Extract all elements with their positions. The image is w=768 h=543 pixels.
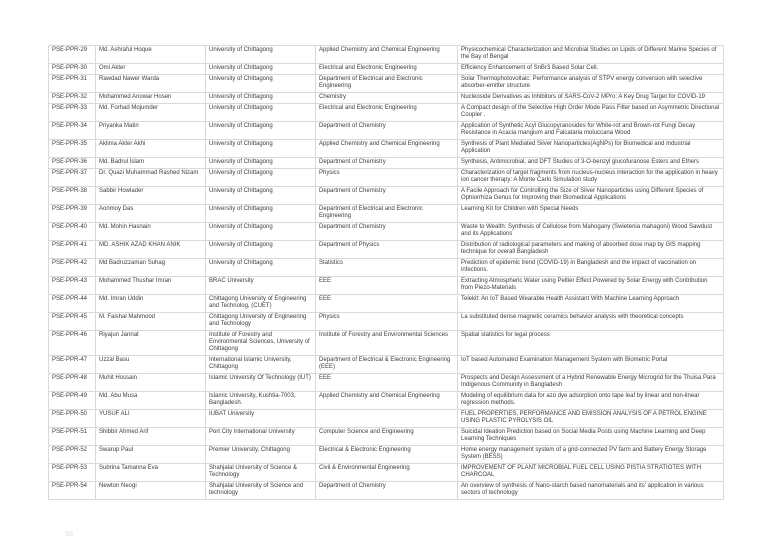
department-cell: Electrical and Electronic Engineering [316,64,458,75]
department-cell [316,410,458,428]
author-name-cell: Muhit Hossain [96,374,206,392]
table-row [49,464,724,482]
paper-id-cell: PSE-PPR-34 [49,122,96,140]
paper-id-cell: PSE-PPR-46 [49,331,96,356]
table-row [49,93,724,104]
paper-title-cell: An overview of synthesis of Nano-starch based nanomaterials and its' application in various sectors of technology [458,482,724,500]
paper-id-cell: PSE-PPR-31 [49,75,96,93]
paper-title-cell: Prospects and Design Assessment of a Hybrid Renewable Energy Microgrid for the Thuisa Para Indigenous Community in Bangladesh [458,374,724,392]
table-row [49,482,724,500]
university-cell: Chittagong University of Engineering and Technology [206,313,316,331]
paper-id-cell: PSE-PPR-32 [49,93,96,104]
author-name-cell: Shibbir Ahmed Arif [96,428,206,446]
paper-id-cell: PSE-PPR-43 [49,277,96,295]
department-cell: Institute of Forestry and Environmental Sciences [316,331,458,356]
table-row [49,356,724,374]
paper-title-cell: Learning Kit for Children with Special Needs [458,205,724,223]
university-cell: University of Chittagong [206,64,316,75]
page-render-artifact [65,531,73,536]
university-cell: Chittagong University of Engineering and Technolog, (CUET) [206,295,316,313]
university-cell: Islamic University, Kushtia-7003, Bangladesh. [206,392,316,410]
paper-id-cell: PSE-PPR-54 [49,482,96,500]
paper-id-cell: PSE-PPR-44 [49,295,96,313]
university-cell: University of Chittagong [206,187,316,205]
paper-title-cell: FUEL PROPERTIES, PERFORMANCE AND EMISSION ANALYSIS OF A PETROL ENGINE USING PLASTIC PYROLYSIS OIL [458,410,724,428]
paper-id-cell: PSE-PPR-42 [49,259,96,277]
paper-title-cell: Extracting Atmospheric Water using Peltier Effect Powered by Solar Energy with Contribution from Piezo-Materials [458,277,724,295]
department-cell: Department of Physics [316,241,458,259]
university-cell: University of Chittagong [206,158,316,169]
department-cell: Department of Electrical and Electronic Engineering [316,75,458,93]
table-row [49,259,724,277]
table-row [49,277,724,295]
author-name-cell: Md Badruzzaman Suhag [96,259,206,277]
paper-title-cell: Modeling of equilibrium data for azo dye adsorption onto tape leaf by linear and non-linear regression methods. [458,392,724,410]
paper-id-cell: PSE-PPR-36 [49,158,96,169]
author-name-cell: Swarup Paul [96,446,206,464]
table-row [49,187,724,205]
paper-id-cell: PSE-PPR-33 [49,104,96,122]
table-row [49,428,724,446]
paper-title-cell: Solar Thermophotovoltaic: Performance analysis of STPV energy conversion with selective absorber-emitter structure [458,75,724,93]
paper-id-cell: PSE-PPR-38 [49,187,96,205]
department-cell: Department of Chemistry [316,122,458,140]
paper-title-cell: Waste to Wealth: Synthesis of Cellulose from Mahogany (Swietenia mahagoni) Wood Sawdust and its Applications [458,223,724,241]
paper-id-cell: PSE-PPR-39 [49,205,96,223]
university-cell: University of Chittagong [206,241,316,259]
university-cell: Shahjalal University of Science & Technology [206,464,316,482]
department-cell: EEE [316,295,458,313]
table-row [49,46,724,64]
table-row [49,374,724,392]
university-cell: Port City International University [206,428,316,446]
table-row [49,75,724,93]
author-name-cell: Uzzal Basu [96,356,206,374]
author-name-cell: Md. Forhad Mojumder [96,104,206,122]
paper-id-cell: PSE-PPR-40 [49,223,96,241]
paper-id-cell: PSE-PPR-35 [49,140,96,158]
department-cell: Applied Chemistry and Chemical Engineering [316,392,458,410]
department-cell: Physics [316,169,458,187]
author-name-cell: Mohammed Thushar Imran [96,277,206,295]
papers-table-body [49,46,724,500]
paper-title-cell: Spatial statistics for legal process [458,331,724,356]
university-cell: Premier University, Chittagong [206,446,316,464]
author-name-cell: Dr. Quazi Muhammad Rashed Nizam [96,169,206,187]
paper-title-cell: Application of Synthetic Acyl Glucopyranosides for White-rot and Brown-rot Fungi Decay Resistance in Acacia mangium and Falcataria moluccana Wood [458,122,724,140]
department-cell: Statistics [316,259,458,277]
department-cell: Electrical & Electronic Engineering [316,446,458,464]
paper-id-cell: PSE-PPR-51 [49,428,96,446]
department-cell: Applied Chemistry and Chemical Engineering [316,46,458,64]
department-cell: Applied Chemistry and Chemical Engineering [316,140,458,158]
paper-id-cell: PSE-PPR-45 [49,313,96,331]
author-name-cell: Md. Mohin Hasnain [96,223,206,241]
university-cell: University of Chittagong [206,259,316,277]
department-cell: Department of Chemistry [316,482,458,500]
university-cell: IUBAT University [206,410,316,428]
table-row [49,410,724,428]
paper-id-cell: PSE-PPR-37 [49,169,96,187]
paper-title-cell: IoT based Automated Examination Management System with Biometric Portal [458,356,724,374]
paper-id-cell: PSE-PPR-49 [49,392,96,410]
author-name-cell: Md. Ashraful Hoque [96,46,206,64]
department-cell: Civil & Environmental Engineering [316,464,458,482]
table-row [49,295,724,313]
paper-title-cell: Telekit: An IoT Based Wearable Health Assistant With Machine Learning Approach [458,295,724,313]
paper-id-cell: PSE-PPR-30 [49,64,96,75]
paper-title-cell: Home energy management system of a grid-connected PV farm and Battery Energy Storage System (BESS) [458,446,724,464]
author-name-cell: Sabbir Howlader [96,187,206,205]
table-row [49,169,724,187]
university-cell: University of Chittagong [206,169,316,187]
department-cell: Physics [316,313,458,331]
department-cell: Department of Electrical and Electronic Engineering [316,205,458,223]
paper-id-cell: PSE-PPR-47 [49,356,96,374]
author-name-cell: Aonmoy Das [96,205,206,223]
paper-title-cell: Characterization of target fragments from nucleus-nucleus interaction for the application in heavy ion cancer therapy: A Monte Carlo Simulation study [458,169,724,187]
table-row [49,104,724,122]
author-name-cell: Md. Imran Uddin [96,295,206,313]
university-cell: Islamic University Of Technology (IUT) [206,374,316,392]
paper-title-cell: Distribution of radiological parameters and making of absorbed dose map by GIS mapping technique for overall Bangladesh [458,241,724,259]
table-row [49,446,724,464]
paper-id-cell: PSE-PPR-52 [49,446,96,464]
department-cell: EEE [316,374,458,392]
table-row [49,64,724,75]
author-name-cell: Newton Neogi [96,482,206,500]
table-row [49,122,724,140]
author-name-cell: MD. ASHIK AZAD KHAN ANIK [96,241,206,259]
table-row [49,331,724,356]
university-cell: University of Chittagong [206,93,316,104]
department-cell: Department of Chemistry [316,158,458,169]
department-cell: Electrical and Electronic Engineering [316,104,458,122]
author-name-cell: Md. Badrul Islam [96,158,206,169]
paper-title-cell: Suicidal Ideation Prediction based on Social Media Posts using Machine Learning and Deep Learning Techniques [458,428,724,446]
department-cell: Department of Chemistry [316,223,458,241]
author-name-cell: Riyajun Jannat [96,331,206,356]
table-row [49,241,724,259]
paper-id-cell: PSE-PPR-41 [49,241,96,259]
department-cell: Computer Science and Engineering [316,428,458,446]
author-name-cell: Mohammed Anowar Hosen [96,93,206,104]
author-name-cell: Priyanka Matin [96,122,206,140]
university-cell: BRAC University [206,277,316,295]
university-cell: University of Chittagong [206,104,316,122]
paper-id-cell: PSE-PPR-53 [49,464,96,482]
author-name-cell: Md. Abu Musa [96,392,206,410]
paper-id-cell: PSE-PPR-50 [49,410,96,428]
table-row [49,392,724,410]
university-cell: University of Chittagong [206,223,316,241]
department-cell: Department of Electrical & Electronic Engineering (EEE) [316,356,458,374]
paper-title-cell: La substituted dense magnetic ceramics behavior analysis with theoretical concepts [458,313,724,331]
university-cell: University of Chittagong [206,75,316,93]
table-row [49,205,724,223]
author-name-cell: Rawdad Nawer Warda [96,75,206,93]
university-cell: Shahjalal University of Science and technology [206,482,316,500]
author-name-cell: YUSUF ALI [96,410,206,428]
paper-id-cell: PSE-PPR-29 [49,46,96,64]
university-cell: International Islamic University, Chittagong [206,356,316,374]
university-cell: University of Chittagong [206,46,316,64]
university-cell: University of Chittagong [206,205,316,223]
paper-title-cell: Prediction of epidemic trend (COVID-19) in Bangladesh and the impact of vaccination on infections. [458,259,724,277]
department-cell: Department of Chemistry [316,187,458,205]
paper-title-cell: A Compact design of the Selective High Order Mode Pass Filter based on Asymmetric Directional Coupler . [458,104,724,122]
department-cell: EEE [316,277,458,295]
author-name-cell: Omi Akter [96,64,206,75]
table-row [49,313,724,331]
university-cell: Institute of Forestry and Environmental Sciences, University of Chittagong [206,331,316,356]
university-cell: University of Chittagong [206,140,316,158]
department-cell: Chemistry [316,93,458,104]
papers-table [48,45,724,500]
author-name-cell: M. Faishal Mahmood [96,313,206,331]
paper-title-cell: A Facile Approach for Controlling the Size of Silver Nanoparticles using Different Species of Ophiorrhiza Genus for Improving their Biomedical Applications [458,187,724,205]
table-row [49,223,724,241]
university-cell: University of Chittagong [206,122,316,140]
paper-title-cell: Efficiency Enhancement of SnBr3 Based Solar Cell. [458,64,724,75]
table-row [49,140,724,158]
paper-title-cell: Synthesis of Plant Mediated Silver Nanoparticles(AgNPs) for Biomedical and Industrial Application [458,140,724,158]
paper-title-cell: Nucleoside Derivatives as Inhibitors of SARS-CoV-2 MPro: A Key Drug Target for COVID-19 [458,93,724,104]
paper-title-cell: Synthesis, Antimicrobial, and DFT Studies of 3-O-benzyl glucofuranose Esters and Ethers [458,158,724,169]
paper-title-cell: IMPROVEMENT OF PLANT MICROBIAL FUEL CELL USING PISTIA STRATIOTES WITH CHARCOAL [458,464,724,482]
author-name-cell: Subrina Tamanna Eva [96,464,206,482]
paper-title-cell: Physicochemical Characterization and Microbial Studies on Lipids of Different Marine Species of the Bay of Bengal [458,46,724,64]
paper-id-cell: PSE-PPR-48 [49,374,96,392]
table-row [49,158,724,169]
author-name-cell: Aklima Akter Akhi [96,140,206,158]
